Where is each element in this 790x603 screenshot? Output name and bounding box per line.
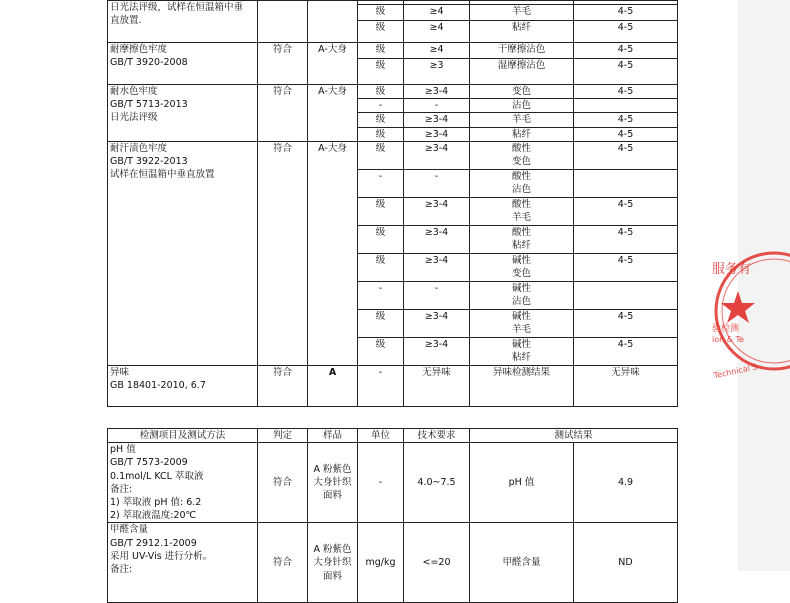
- header-cell: 样品: [308, 429, 358, 443]
- sample-cell: A 粉紫色 大身针织 面料: [308, 523, 358, 603]
- table-row: 耐水色牢度 GB/T 5713-2013 日光法评级 符合 A-大身 级 ≥3-4 变色 4-5: [108, 85, 678, 99]
- judge-cell: 符合: [258, 141, 308, 365]
- seal-text: Technical S: [712, 362, 759, 381]
- table-row: - - 沾色: [108, 99, 678, 113]
- page-gutter: [738, 0, 790, 571]
- table-row: 耐摩擦色牢度 GB/T 3920-2008 符合 A-大身 级 ≥4 干摩擦沾色 4-5: [108, 43, 678, 59]
- table-row: 级 ≥3-4 酸性 粘纤 4-5: [108, 225, 678, 253]
- sample-cell: A-大身: [308, 43, 358, 85]
- table-row: 级 ≥3-4 羊毛 4-5: [108, 113, 678, 127]
- table-row: 级 ≥3-4 碱性 粘纤 4-5: [108, 337, 678, 365]
- header-cell: 测试结果: [470, 429, 678, 443]
- sample-cell: A: [308, 365, 358, 406]
- sample-cell: A-大身: [308, 85, 358, 142]
- judge-cell: 符合: [258, 43, 308, 85]
- seal-text: 服务有: [712, 262, 752, 277]
- sample-cell: [308, 1, 358, 43]
- table-row: 异味 GB 18401-2010, 6.7 符合 A - 无异味 异味检测结果 无异味: [108, 365, 678, 406]
- table-row: - - 碱性 沾色: [108, 281, 678, 309]
- header-cell: 判定: [258, 429, 308, 443]
- sample-cell: A 粉紫色 大身针织 面料: [308, 443, 358, 523]
- sample-cell: A-大身: [308, 141, 358, 365]
- header-cell: 检测项目及测试方法: [108, 429, 258, 443]
- odor-method: 异味 GB 18401-2010, 6.7: [108, 365, 258, 406]
- method-line: 直放置.: [110, 15, 142, 27]
- chemical-test-table: [107, 428, 678, 603]
- judge-cell: [258, 1, 308, 43]
- judge-cell: 符合: [258, 523, 308, 603]
- table-header: [108, 429, 678, 443]
- ph-method: pH 值 GB/T 7573-2009 0.1mol/L KCL 萃取液 备注: 1) 萃取液 pH 值: 6.2 2) 萃取液温度:20℃: [108, 443, 258, 523]
- table-row: 耐汗渍色牢度 GB/T 3922-2013 试样在恒温箱中垂直放置 符合 A-大身 级 ≥3-4 酸性 变色 4-5: [108, 141, 678, 169]
- header-cell: 单位: [358, 429, 404, 443]
- table-row: 级 ≥3 湿摩擦沾色 4-5: [108, 59, 678, 85]
- judge-cell: 符合: [258, 443, 308, 523]
- perspiration-fastness-method: 耐汗渍色牢度 GB/T 3922-2013 试样在恒温箱中垂直放置: [108, 141, 258, 365]
- table-row: 级 ≥3-4 碱性 变色 4-5: [108, 253, 678, 281]
- method-line: 日光法评级，试样在恒温箱中垂: [110, 2, 244, 13]
- judge-cell: 符合: [258, 365, 308, 406]
- light-fastness-method: [108, 1, 258, 43]
- table-row: 甲醛含量 GB/T 2912.1-2009 采用 UV-Vis 进行分析。 备注: 符合 A 粉紫色 大身针织 面料 mg/kg <=20 甲醛含量 ND: [108, 523, 678, 603]
- formaldehyde-method: 甲醛含量 GB/T 2912.1-2009 采用 UV-Vis 进行分析。 备注:: [108, 523, 258, 603]
- header-cell: 技术要求: [404, 429, 470, 443]
- seal-text: ion & Te: [712, 335, 744, 344]
- table-row: 级 ≥3-4 粘纤 4-5: [108, 127, 678, 141]
- table-row: - - 酸性 沾色: [108, 169, 678, 197]
- table-row: 级 ≥3-4 酸性 羊毛 4-5: [108, 197, 678, 225]
- table-row: 级 ≥4 粘纤 4-5: [108, 21, 678, 43]
- table-row: 级 ≥3-4 碱性 羊毛 4-5: [108, 309, 678, 337]
- judge-cell: 符合: [258, 85, 308, 142]
- table-row: 级 ≥4 羊毛 4-5: [108, 5, 678, 21]
- table-row: pH 值 GB/T 7573-2009 0.1mol/L KCL 萃取液 备注: 1) 萃取液 pH 值: 6.2 2) 萃取液温度:20℃ 符合 A 粉紫色 大身针织 面料 - 4.0~7.5 pH 值 4.9: [108, 443, 678, 523]
- water-fastness-method: 耐水色牢度 GB/T 5713-2013 日光法评级: [108, 85, 258, 142]
- seal-text: 验检测: [712, 324, 740, 334]
- colorfastness-table: [107, 0, 678, 407]
- rubbing-fastness-method: 耐摩擦色牢度 GB/T 3920-2008: [108, 43, 258, 85]
